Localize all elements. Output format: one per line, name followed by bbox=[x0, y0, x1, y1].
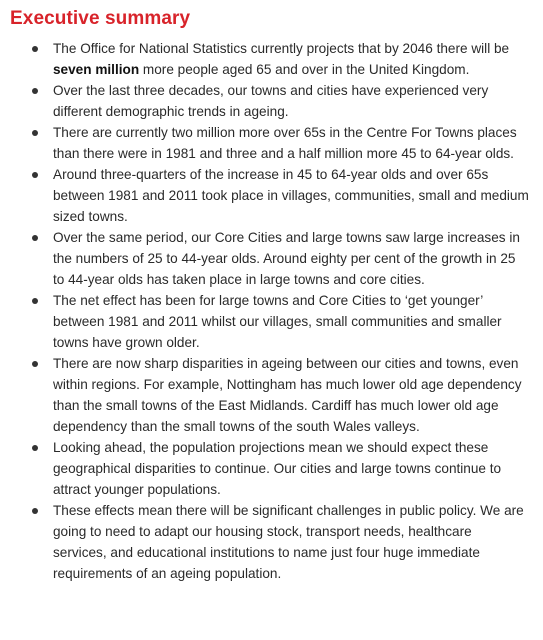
bullet-list bbox=[10, 38, 533, 584]
bullet-icon bbox=[32, 298, 38, 304]
list-item bbox=[10, 353, 533, 437]
list-item bbox=[10, 80, 533, 122]
bullet-text: These effects mean there will be significant challenges in public policy. We are going to need to adapt our housing stock, transport needs, healthcare services, and educational institutions to name just four huge immediate requirements of an ageing population. bbox=[53, 503, 524, 581]
bullet-icon bbox=[32, 445, 38, 451]
bullet-icon bbox=[32, 88, 38, 94]
list-item bbox=[10, 500, 533, 584]
list-item bbox=[10, 164, 533, 227]
bullet-text: Over the same period, our Core Cities and large towns saw large increases in the numbers of 25 to 44-year olds. Around eighty per cent of the growth in 25 to 44-year olds has taken place in large towns and core cities. bbox=[53, 230, 520, 287]
list-item bbox=[10, 437, 533, 500]
emphasis-text: seven million bbox=[53, 62, 140, 77]
bullet-icon bbox=[32, 508, 38, 514]
bullet-icon bbox=[32, 130, 38, 136]
bullet-text: Around three-quarters of the increase in 45 to 64-year olds and over 65s between 1981 and 2011 took place in villages, communities, small and medium sized towns. bbox=[53, 167, 529, 224]
list-item bbox=[10, 227, 533, 290]
bullet-text: Looking ahead, the population projections mean we should expect these geographical disparities to continue. Our cities and large towns continue to attract younger populations. bbox=[53, 440, 502, 497]
bullet-text: There are now sharp disparities in ageing between our cities and towns, even within regions. For example, Nottingham has much lower old age dependency than the small towns of the East Midlands. Cardiff has much lower old age dependency than the small towns of the south Wales valleys. bbox=[53, 356, 522, 434]
bullet-text: The net effect has been for large towns and Core Cities to ‘get younger’ between 1981 and 2011 whilst our villages, small communities and smaller towns have grown older. bbox=[53, 293, 502, 350]
list-item bbox=[10, 290, 533, 353]
bullet-text: Over the last three decades, our towns and cities have experienced very different demographic trends in ageing. bbox=[53, 83, 489, 119]
section-title: Executive summary bbox=[10, 8, 191, 29]
bullet-icon bbox=[32, 172, 38, 178]
bullet-icon bbox=[32, 361, 38, 367]
bullet-text: The Office for National Statistics currently projects that by 2046 there will be seven million more people aged 65 and over in the United Kingdom. bbox=[53, 41, 510, 77]
bullet-icon bbox=[32, 46, 38, 52]
list-item bbox=[10, 38, 533, 80]
bullet-icon bbox=[32, 235, 38, 241]
bullet-text: There are currently two million more over 65s in the Centre For Towns places than there were in 1981 and three and a half million more 45 to 64-year olds. bbox=[53, 125, 517, 161]
list-item bbox=[10, 122, 533, 164]
